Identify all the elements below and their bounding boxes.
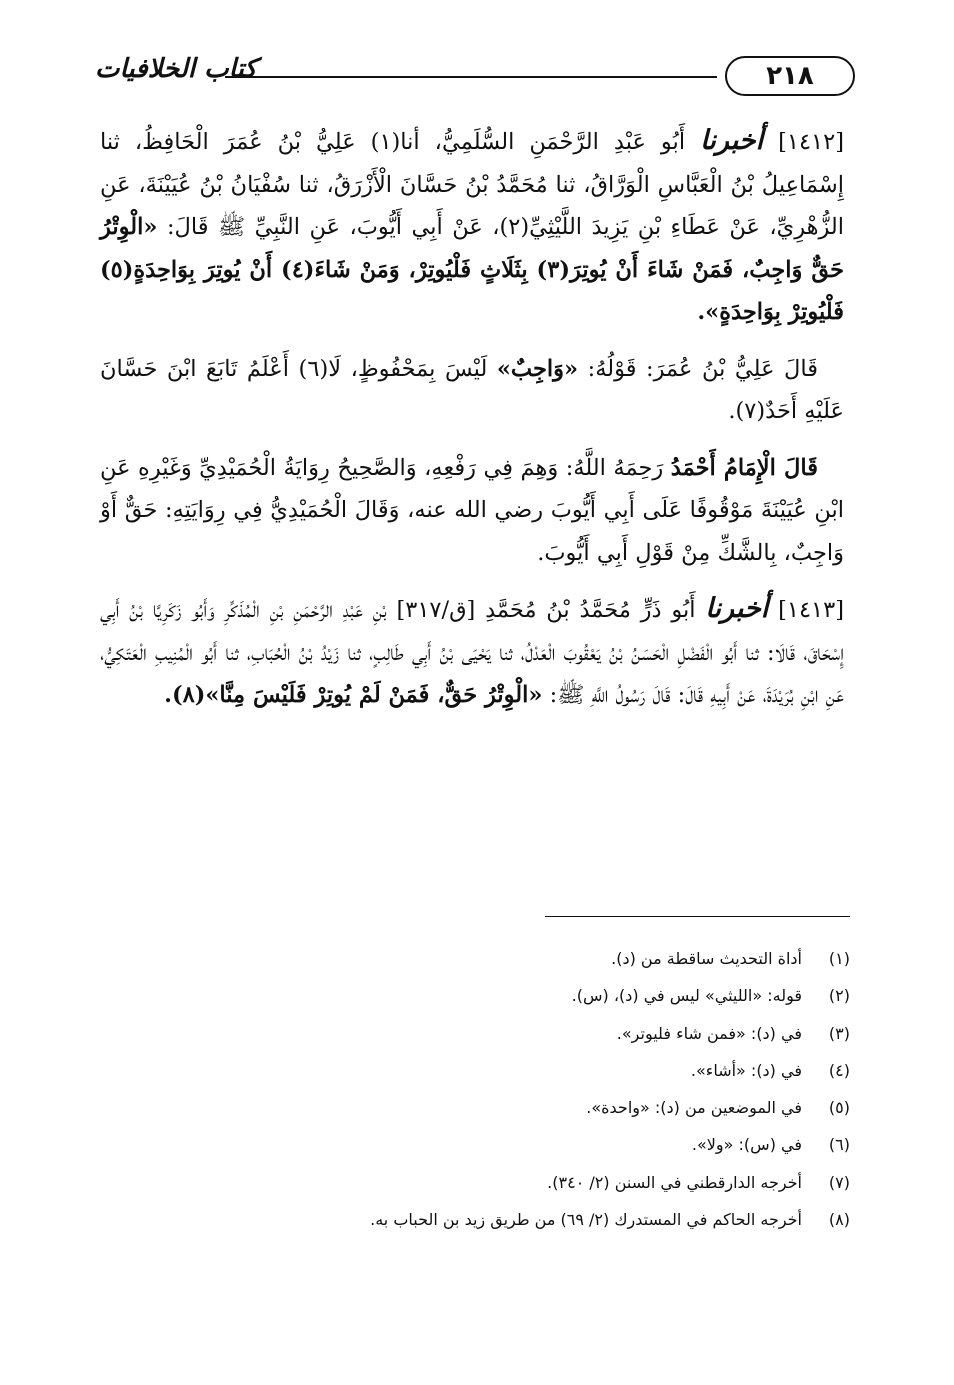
opening-word: أخبرنا: [705, 593, 769, 624]
footnote-item: [200, 1164, 850, 1201]
hadith-1412: [100, 120, 844, 334]
hadith-number: [١٤١٣]: [778, 597, 844, 623]
footnote-item: [200, 1126, 850, 1163]
header-rule: [225, 76, 717, 78]
footnote-number: (٨): [828, 1210, 850, 1230]
page-number: ٢١٨: [725, 56, 855, 96]
opening-word: أخبرنا: [700, 125, 764, 156]
footnote-separator: [545, 916, 850, 917]
page-header: [95, 52, 855, 102]
hadith-matn: «الْوِتْرُ حَقٌّ، فَمَنْ لَمْ يُوتِرْ فَلَيْسَ مِنَّا»(٨).: [164, 682, 543, 708]
isnad-text: أَبُو ذَرٍّ مُحَمَّدُ بْنُ مُحَمَّدِ [ق/٣١٧] بْنِ عَبْدِ الرَّحْمَنِ بْنِ الْمُذَكِّرِ وَأَبُو زَكَرِيَّا بْنُ أَبِي إِسْحَاقَ، قَالَا: ثنا أَبُو الْفَضْلِ الْحَسَنُ بْنُ يَعْقُوبَ الْعَدْلُ، ثنا يَحْيَى بْنُ أَبِي طَالِبٍ، ثنا زَيْدُ بْنُ الْحُبَابِ، ثنا أَبُو الْمُنِيبِ الْعَتَكِيُّ، عَنِ ابْنِ بُرَيْدَةَ، عَنْ أَبِيهِ قَالَ: قَالَ رَسُولُ اللَّهِ ﷺ:: [100, 597, 844, 708]
hadith-1413: [100, 588, 844, 717]
footnote-text: أخرجه الحاكم في المستدرك (٢/ ٦٩) من طريق زيد بن الحباب به.: [370, 1210, 802, 1230]
footnote-item: [200, 1201, 850, 1238]
main-text: [100, 120, 844, 731]
footnote-item: [200, 1015, 850, 1052]
commentary-tail: رَحِمَهُ اللَّهُ: وَهِمَ فِي رَفْعِهِ، وَالصَّحِيحُ رِوَايَةُ الْحُمَيْدِيِّ وَغَيْرِهِ عَنِ ابْنِ عُيَيْنَةَ مَوْقُوفًا عَلَى أَبِي أَيُّوبَ رضي الله عنه، وَقَالَ الْحُمَيْدِيُّ فِي رِوَايَتِهِ: حَقٌّ أَوْ وَاجِبٌ، بِالشَّكِّ مِنْ قَوْلِ أَبِي أَيُّوبَ.: [100, 454, 844, 566]
footnotes: [200, 940, 850, 1238]
commentary-daraqutni: [100, 348, 844, 433]
book-title: كتاب الخلافيات: [95, 54, 257, 84]
footnote-text: في (س): «ولا».: [691, 1135, 802, 1155]
isnad-text: أَبُو عَبْدِ الرَّحْمَنِ السُّلَمِيُّ، أنا(١) عَلِيُّ بْنُ عُمَرَ الْحَافِظُ، ثنا إِسْمَاعِيلُ بْنُ الْعَبَّاسِ الْوَرَّاقُ، ثنا مُحَمَّدُ بْنُ حَسَّانَ الْأَزْرَقُ، ثنا سُفْيَانُ بْنُ عُيَيْنَةَ، عَنِ الزُّهْرِيِّ، عَنْ عَطَاءِ بْنِ يَزِيدَ اللَّيْثِيِّ(٢)، عَنْ أَبِي أَيُّوبَ، عَنِ النَّبِيِّ ﷺ قَالَ:: [100, 129, 845, 240]
footnote-item: [200, 940, 850, 977]
hadith-matn: «الْوِتْرُ حَقٌّ وَاجِبٌ، فَمَنْ شَاءَ أَنْ يُوتِرَ(٣) بِثَلَاثٍ فَلْيُوتِرْ، وَمَنْ شَاءَ(٤) أَنْ يُوتِرَ بِوَاحِدَةٍ(٥) فَلْيُوتِرْ بِوَاحِدَةٍ».: [100, 214, 844, 325]
commentary-text: قَالَ عَلِيُّ بْنُ عُمَرَ: قَوْلُهُ:: [587, 355, 818, 382]
footnote-text: في (د): «أشاء».: [690, 1060, 802, 1080]
footnote-number: (٣): [828, 1023, 850, 1043]
footnote-number: (١): [828, 949, 850, 968]
footnote-text: قوله: «الليثي» ليس في (د)، (س).: [571, 986, 802, 1006]
footnote-number: (٢): [828, 986, 850, 1006]
footnote-item: [200, 977, 850, 1014]
footnote-number: (٦): [828, 1135, 850, 1155]
quoted-word: «وَاجِبٌ»: [496, 355, 579, 382]
footnote-text: أخرجه الدارقطني في السنن (٢/ ٣٤٠).: [547, 1172, 802, 1192]
hadith-number: [١٤١٢]: [778, 129, 844, 155]
speaker-label: قَالَ الْإِمَامُ أَحْمَدُ: [670, 454, 818, 481]
footnote-item: [200, 1089, 850, 1126]
footnote-number: (٤): [828, 1060, 850, 1080]
footnote-text: في (د): «فمن شاء فليوتر».: [616, 1023, 802, 1043]
commentary-imam-ahmad: [100, 447, 844, 575]
footnote-number: (٧): [828, 1172, 850, 1192]
commentary-tail: لَيْسَ بِمَحْفُوظٍ، لَا(٦) أَعْلَمُ تَابَعَ ابْنَ حَسَّانَ عَلَيْهِ أَحَدٌ(٧).: [100, 355, 844, 424]
footnote-text: أداة التحديث ساقطة من (د).: [611, 949, 802, 968]
footnote-text: في الموضعين من (د): «واحدة».: [586, 1098, 802, 1118]
footnote-item: [200, 1052, 850, 1089]
footnote-number: (٥): [828, 1098, 850, 1118]
